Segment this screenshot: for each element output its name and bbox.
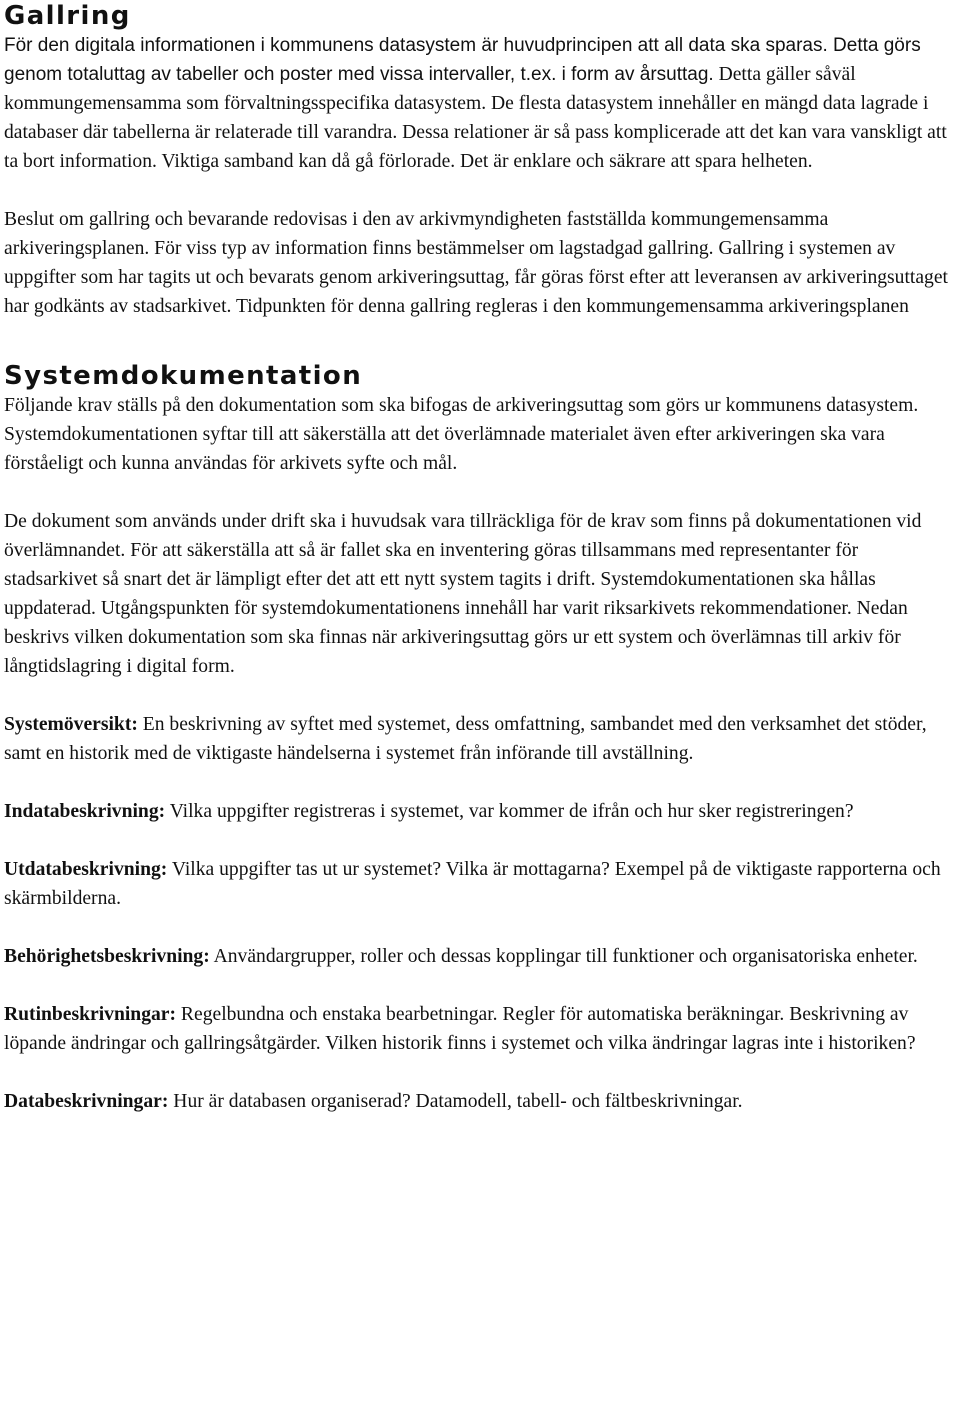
gallring-paragraph-1-intro: För den digitala informationen i kommunens datasystem är huvudprincipen att all data ska sparas. Detta görs genom totaluttag av tabeller och poster med vissa intervaller, t.ex. i form av årsuttag.	[4, 35, 921, 85]
gallring-paragraph-1	[4, 31, 956, 176]
definition-term: Utdatabeskrivning:	[4, 859, 168, 880]
definition-indatabeskrivning	[4, 797, 956, 826]
definition-rutinbeskrivningar	[4, 1000, 956, 1058]
definition-text: Vilka uppgifter registreras i systemet, var kommer de ifrån och hur sker registreringen?	[165, 801, 854, 822]
definition-text: En beskrivning av syftet med systemet, dess omfattning, sambandet med den verksamhet det stöder, samt en historik med de viktigaste händelserna i systemet från införande till avställning.	[4, 714, 927, 764]
definition-term: Behörighetsbeskrivning:	[4, 946, 210, 967]
definition-utdatabeskrivning	[4, 855, 956, 913]
definition-term: Indatabeskrivning:	[4, 801, 166, 822]
systemdokumentation-paragraph-1: Följande krav ställs på den dokumentation som ska bifogas de arkiveringsuttag som görs ur kommunens datasystem. Systemdokumentationen syftar till att säkerställa att det överlämnade materialet även efter arkiveringen ska vara förståeligt och kunna användas för arkivets syfte och mål.	[4, 395, 919, 474]
systemdokumentation-heading: Systemdokumentation	[4, 361, 363, 391]
definition-databeskrivningar	[4, 1087, 956, 1116]
definition-text: Användargrupper, roller och dessas kopplingar till funktioner och organisatoriska enheter.	[209, 946, 918, 967]
definition-term: Rutinbeskrivningar:	[4, 1004, 177, 1025]
definition-term: Databeskrivningar:	[4, 1091, 169, 1112]
definition-text: Hur är databasen organiserad? Datamodell, tabell- och fältbeskrivningar.	[168, 1091, 743, 1112]
document-page	[4, 0, 956, 1116]
gallring-paragraph-1-body: Detta gäller såväl kommungemensamma som förvaltningsspecifika datasystem. De flesta datasystem innehåller en mängd data lagrade i databaser där tabellerna är relaterade till varandra. Dessa relationer är så pass komplicerade att det kan vara vanskligt att ta bort information. Viktiga samband kan då gå förlorade. Det är enklare och säkrare att spara helheten.	[4, 64, 947, 172]
gallring-paragraph-2: Beslut om gallring och bevarande redovisas i den av arkivmyndigheten fastställda kommungemensamma arkiveringsplanen. För viss typ av information finns bestämmelser om lagstadgad gallring. Gallring i systemen av uppgifter som har tagits ut och bevarats genom arkiveringsuttag, får göras först efter att leveransen av arkiveringsuttaget har godkänts av stadsarkivet. Tidpunkten för denna gallring regleras i den kommungemensamma arkiveringsplanen	[4, 209, 948, 317]
definition-behorighetsbeskrivning	[4, 942, 956, 971]
definition-term: Systemöversikt:	[4, 714, 138, 735]
definition-text: Vilka uppgifter tas ut ur systemet? Vilka är mottagarna? Exempel på de viktigaste rapporterna och skärmbilderna.	[4, 859, 941, 909]
gallring-heading: Gallring	[4, 1, 131, 31]
definition-systemoversikt	[4, 710, 956, 768]
systemdokumentation-paragraph-2: De dokument som används under drift ska i huvudsak vara tillräckliga för de krav som finns på dokumentationen vid överlämnandet. För att säkerställa att så är fallet ska en inventering göras tillsammans med representanter för stadsarkivet så snart det är lämpligt efter det att ett nytt system tagits i drift. Systemdokumentationen ska hållas uppdaterad. Utgångspunkten för systemdokumentationens innehåll har varit riksarkivets rekommendationer. Nedan beskrivs vilken dokumentation som ska finnas när arkiveringsuttag görs ur ett system och överlämnas till arkiv för långtidslagring i digital form.	[4, 511, 922, 677]
definition-text: Regelbundna och enstaka bearbetningar. Regler för automatiska beräkningar. Beskrivning av löpande ändringar och gallringsåtgärder. Vilken historik finns i systemet och vilka ändringar lagras inte i historiken?	[4, 1004, 916, 1054]
